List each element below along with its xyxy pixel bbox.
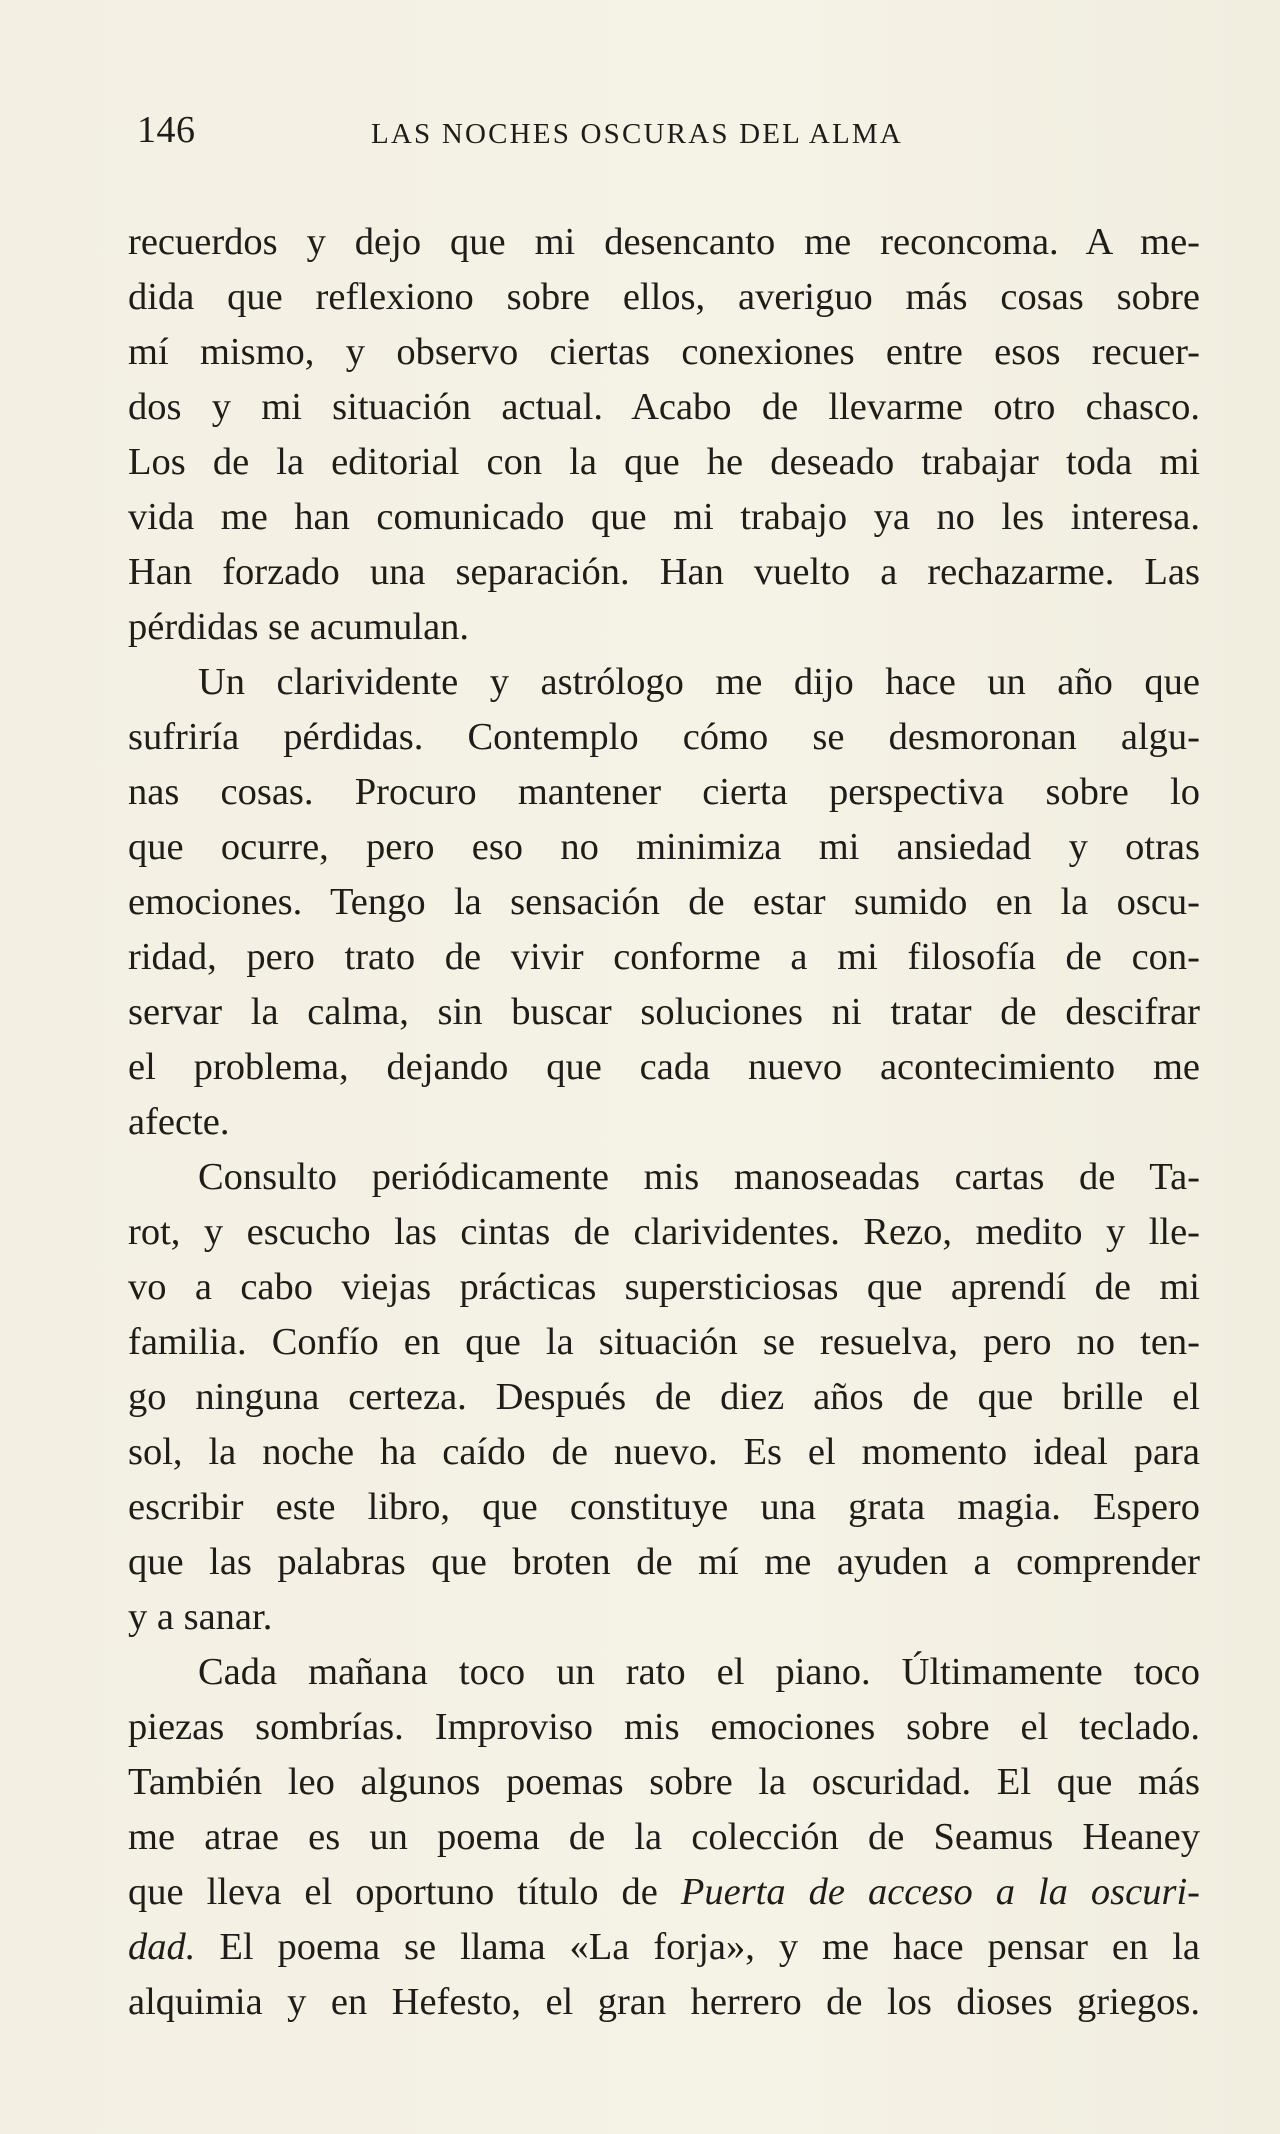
text-run: El poema se llama «La forja», y me hace pensar en la xyxy=(195,1926,1200,1968)
text-line: go ninguna certeza. Después de diez años de que brille el xyxy=(128,1376,1200,1418)
text-line: y a sanar. xyxy=(128,1596,273,1638)
text-line: Consulto periódicamente mis manoseadas cartas de Ta- xyxy=(198,1156,1200,1198)
text-line: piezas sombrías. Improviso mis emociones sobre el teclado. xyxy=(128,1706,1200,1748)
running-head: LAS NOCHES OSCURAS DEL ALMA xyxy=(371,118,904,150)
book-title-italic: Puerta de acceso a la oscuri- xyxy=(680,1871,1200,1913)
paragraph xyxy=(128,1645,1200,2030)
text-line: ridad, pero trato de vivir conforme a mi filosofía de con- xyxy=(128,936,1200,978)
text-line: nas cosas. Procuro mantener cierta perspectiva sobre lo xyxy=(128,771,1200,813)
text-line: También leo algunos poemas sobre la oscuridad. El que más xyxy=(128,1761,1200,1803)
text-line: vida me han comunicado que mi trabajo ya no les interesa. xyxy=(128,496,1200,538)
text-line: que ocurre, pero eso no minimiza mi ansiedad y otras xyxy=(128,826,1200,868)
text-line xyxy=(128,1920,1200,1975)
text-line: Los de la editorial con la que he deseado trabajar toda mi xyxy=(128,441,1200,483)
text-line: mí mismo, y observo ciertas conexiones entre esos recuer- xyxy=(128,331,1200,373)
text-line: sol, la noche ha caído de nuevo. Es el momento ideal para xyxy=(128,1431,1200,1473)
text-line: que las palabras que broten de mí me ayuden a comprender xyxy=(128,1541,1200,1583)
paragraph xyxy=(128,655,1200,1150)
text-line: me atrae es un poema de la colección de Seamus Heaney xyxy=(128,1816,1200,1858)
body-text xyxy=(128,215,1200,2030)
book-title-italic: dad. xyxy=(128,1926,196,1968)
text-line: el problema, dejando que cada nuevo acontecimiento me xyxy=(128,1046,1200,1088)
text-line: alquimia y en Hefesto, el gran herrero de los dioses griegos. xyxy=(128,1981,1200,2023)
page-number: 146 xyxy=(137,109,196,151)
paragraph xyxy=(128,1150,1200,1645)
text-line: dida que reflexiono sobre ellos, averiguo más cosas sobre xyxy=(128,276,1200,318)
text-line: escribir este libro, que constituye una grata magia. Espero xyxy=(128,1486,1200,1528)
text-line: pérdidas se acumulan. xyxy=(128,606,470,648)
text-line: Cada mañana toco un rato el piano. Últimamente toco xyxy=(198,1651,1200,1693)
text-line: vo a cabo viejas prácticas supersticiosas que aprendí de mi xyxy=(128,1266,1200,1308)
text-line xyxy=(128,1865,1200,1920)
text-line: dos y mi situación actual. Acabo de llevarme otro chasco. xyxy=(128,386,1200,428)
text-line: emociones. Tengo la sensación de estar sumido en la oscu- xyxy=(128,881,1200,923)
page-header xyxy=(135,100,1195,160)
text-line: sufriría pérdidas. Contemplo cómo se desmoronan algu- xyxy=(128,716,1200,758)
text-line: rot, y escucho las cintas de clarividentes. Rezo, medito y lle- xyxy=(128,1211,1200,1253)
text-line: servar la calma, sin buscar soluciones ni tratar de descifrar xyxy=(128,991,1200,1033)
text-line: Un clarividente y astrólogo me dijo hace un año que xyxy=(198,661,1200,703)
text-run: que lleva el oportuno título de xyxy=(128,1871,681,1913)
paragraph xyxy=(128,215,1200,655)
text-line: afecte. xyxy=(128,1101,230,1143)
text-line: Han forzado una separación. Han vuelto a rechazarme. Las xyxy=(128,551,1200,593)
text-line: recuerdos y dejo que mi desencanto me reconcoma. A me- xyxy=(128,221,1200,263)
text-line: familia. Confío en que la situación se resuelva, pero no ten- xyxy=(128,1321,1200,1363)
